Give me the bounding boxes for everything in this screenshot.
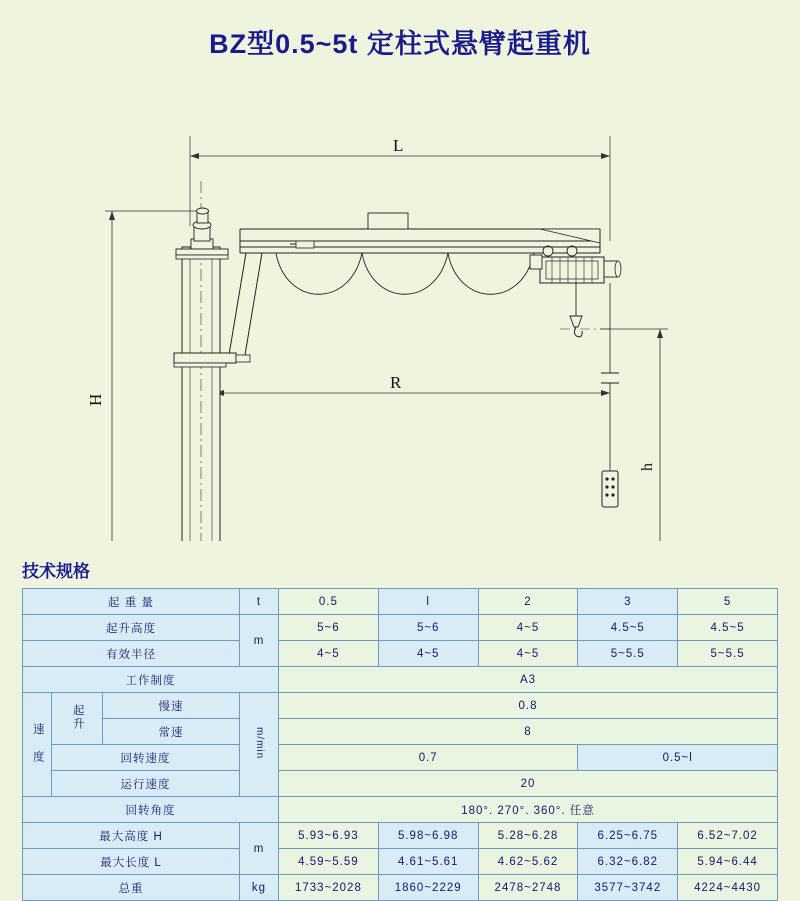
dimension-label-R: R bbox=[390, 373, 402, 392]
row-label-max-length: 最大长度 L bbox=[23, 849, 240, 875]
capacity-value-5: 5 bbox=[678, 589, 778, 615]
lift-height-value-4: 4.5~5 bbox=[578, 615, 678, 641]
row-label-total-weight: 总重 bbox=[23, 875, 240, 901]
slew-speed-value-right: 0.5~l bbox=[578, 745, 778, 771]
spec-heading: 技术规格 bbox=[22, 562, 90, 581]
table-row bbox=[23, 693, 778, 719]
effective-radius-value-4: 5~5.5 bbox=[578, 641, 678, 667]
table-row bbox=[23, 641, 778, 667]
capacity-value-1: 0.5 bbox=[279, 589, 379, 615]
lift-height-value-1: 5~6 bbox=[279, 615, 379, 641]
max-length-value-1: 4.59~5.59 bbox=[279, 849, 379, 875]
row-label-max-height: 最大高度 H bbox=[23, 823, 240, 849]
max-height-value-1: 5.93~6.93 bbox=[279, 823, 379, 849]
row-label-capacity: 起 重 量 bbox=[23, 589, 240, 615]
lift-height-value-2: 5~6 bbox=[378, 615, 478, 641]
capacity-value-2: l bbox=[378, 589, 478, 615]
row-unit-kg: kg bbox=[240, 875, 279, 901]
dimension-label-H: H bbox=[86, 393, 105, 406]
work-system-value: A3 bbox=[279, 667, 778, 693]
max-length-value-5: 5.94~6.44 bbox=[678, 849, 778, 875]
max-length-value-2: 4.61~5.61 bbox=[378, 849, 478, 875]
total-weight-value-3: 2478~2748 bbox=[478, 875, 578, 901]
row-unit-capacity: t bbox=[240, 589, 279, 615]
table-row bbox=[23, 823, 778, 849]
row-label-travel-speed: 运行速度 bbox=[52, 771, 240, 797]
table-row bbox=[23, 849, 778, 875]
spec-table bbox=[22, 588, 778, 901]
effective-radius-value-1: 4~5 bbox=[279, 641, 379, 667]
row-unit-meter: m bbox=[240, 615, 279, 667]
max-length-value-3: 4.62~5.62 bbox=[478, 849, 578, 875]
row-label-work-system: 工作制度 bbox=[23, 667, 279, 693]
table-row bbox=[23, 875, 778, 901]
row-label-normal: 常速 bbox=[103, 719, 240, 745]
dimension-label-L: L bbox=[393, 136, 404, 155]
table-row bbox=[23, 589, 778, 615]
capacity-value-3: 2 bbox=[478, 589, 578, 615]
table-row bbox=[23, 745, 778, 771]
crane-diagram bbox=[0, 61, 800, 551]
dimension-label-h: h bbox=[639, 463, 656, 471]
lift-height-value-5: 4.5~5 bbox=[678, 615, 778, 641]
row-unit-meter-2: m bbox=[240, 823, 279, 875]
row-label-effective-radius: 有效半径 bbox=[23, 641, 240, 667]
effective-radius-value-3: 4~5 bbox=[478, 641, 578, 667]
max-height-value-4: 6.25~6.75 bbox=[578, 823, 678, 849]
travel-speed-value: 20 bbox=[279, 771, 778, 797]
row-unit-m-per-min: m/min bbox=[240, 693, 279, 797]
capacity-value-4: 3 bbox=[578, 589, 678, 615]
max-height-value-5: 6.52~7.02 bbox=[678, 823, 778, 849]
slow-speed-value: 0.8 bbox=[279, 693, 778, 719]
normal-speed-value: 8 bbox=[279, 719, 778, 745]
row-label-lift-group: 起升 bbox=[52, 693, 103, 745]
row-label-slow: 慢速 bbox=[103, 693, 240, 719]
slew-angle-value: 180°. 270°. 360°. 任意 bbox=[279, 797, 778, 823]
total-weight-value-5: 4224~4430 bbox=[678, 875, 778, 901]
max-height-value-2: 5.98~6.98 bbox=[378, 823, 478, 849]
table-row bbox=[23, 771, 778, 797]
slew-speed-value-left: 0.7 bbox=[279, 745, 578, 771]
effective-radius-value-5: 5~5.5 bbox=[678, 641, 778, 667]
table-row bbox=[23, 615, 778, 641]
total-weight-value-4: 3577~3742 bbox=[578, 875, 678, 901]
effective-radius-value-2: 4~5 bbox=[378, 641, 478, 667]
row-label-slew-angle: 回转角度 bbox=[23, 797, 279, 823]
table-row bbox=[23, 719, 778, 745]
max-length-value-4: 6.32~6.82 bbox=[578, 849, 678, 875]
row-label-speed-group: 速 度 bbox=[23, 693, 52, 797]
total-weight-value-2: 1860~2229 bbox=[378, 875, 478, 901]
lift-height-value-3: 4~5 bbox=[478, 615, 578, 641]
total-weight-value-1: 1733~2028 bbox=[279, 875, 379, 901]
table-row bbox=[23, 667, 778, 693]
row-label-lift-height: 起升高度 bbox=[23, 615, 240, 641]
crane-drawing-svg bbox=[0, 61, 800, 541]
page-title: BZ型0.5~5t 定柱式悬臂起重机 bbox=[209, 29, 591, 59]
row-label-slew-speed: 回转速度 bbox=[52, 745, 240, 771]
max-height-value-3: 5.28~6.28 bbox=[478, 823, 578, 849]
table-row bbox=[23, 797, 778, 823]
